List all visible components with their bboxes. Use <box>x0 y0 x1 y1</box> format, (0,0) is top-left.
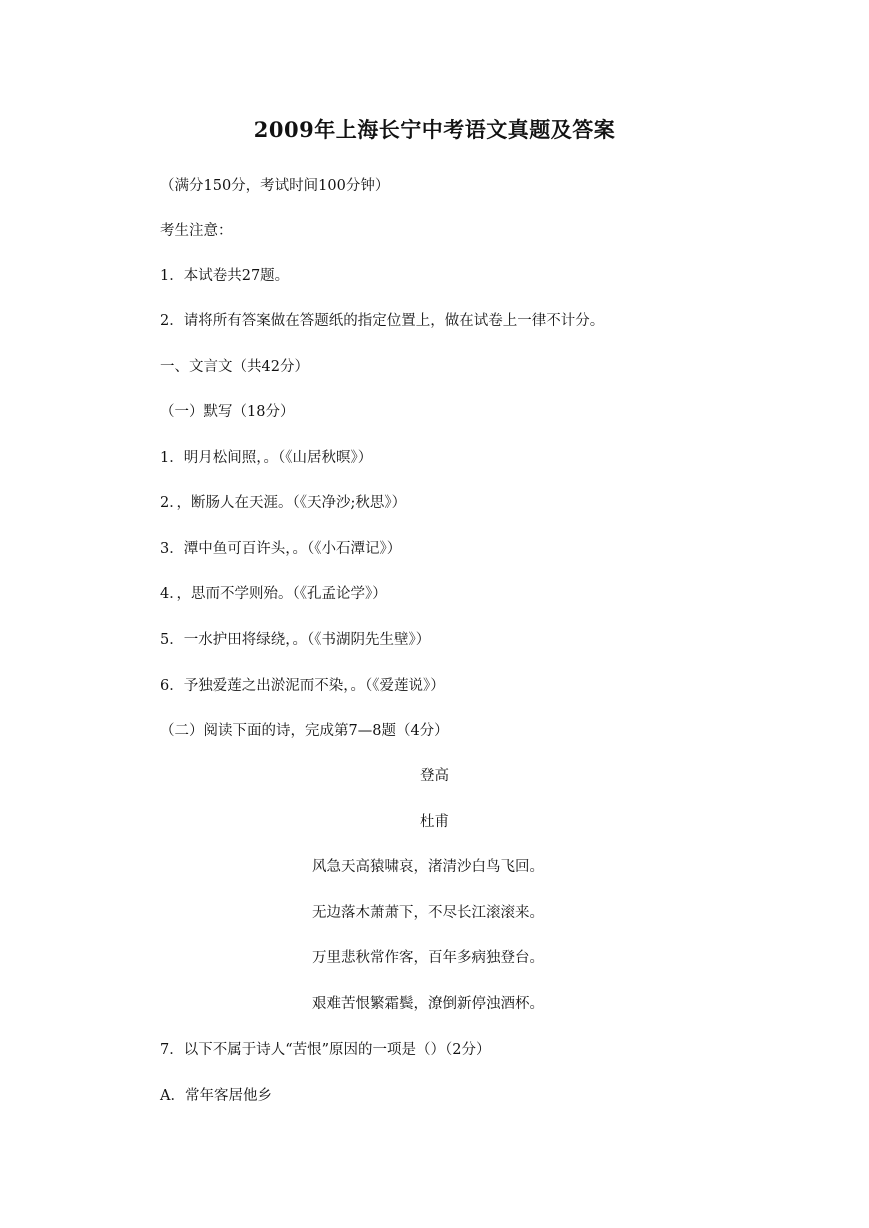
section-heading: 一、文言文（共42分） <box>160 359 309 375</box>
exam-meta: （满分150分，考试时间100分钟） <box>160 178 390 194</box>
question-7: 7．以下不属于诗人“苦恨”原因的一项是（）（2分） <box>160 1042 491 1058</box>
poem-line: 无边落木萧萧下，不尽长江滚滚来。 <box>312 905 544 921</box>
poem-line: 风急天高猿啸哀，渚清沙白鸟飞回。 <box>312 859 544 875</box>
dictation-item: 1．明月松间照，。（《山居秋暝》） <box>160 450 373 466</box>
part-heading: （二）阅读下面的诗，完成第7—8题（4分） <box>160 723 449 739</box>
poem-title: 登高 <box>420 768 449 784</box>
poem-line: 艰难苦恨繁霜鬓，潦倒新停浊酒杯。 <box>312 996 544 1012</box>
dictation-item: 2．，断肠人在天涯。（《天净沙;秋思》） <box>160 495 407 511</box>
dictation-item: 3．潭中鱼可百许头，。（《小石潭记》） <box>160 541 402 557</box>
poem-author: 杜甫 <box>420 814 449 830</box>
notice-item: 2．请将所有答案做在答题纸的指定位置上，做在试卷上一律不计分。 <box>160 313 605 329</box>
notice-heading: 考生注意： <box>160 223 233 239</box>
poem-line: 万里悲秋常作客，百年多病独登台。 <box>312 950 544 966</box>
document-title: 2009年上海长宁中考语文真题及答案 <box>253 117 616 142</box>
dictation-item: 6．予独爱莲之出淤泥而不染，。（《爱莲说》） <box>160 678 445 694</box>
option-a: A．常年客居他乡 <box>160 1088 272 1104</box>
dictation-item: 5．一水护田将绿绕，。（《书湖阴先生壁》） <box>160 632 431 648</box>
notice-item: 1．本试卷共27题。 <box>160 268 290 284</box>
part-heading: （一）默写（18分） <box>160 404 295 420</box>
dictation-item: 4．，思而不学则殆。（《孔孟论学》） <box>160 586 387 602</box>
